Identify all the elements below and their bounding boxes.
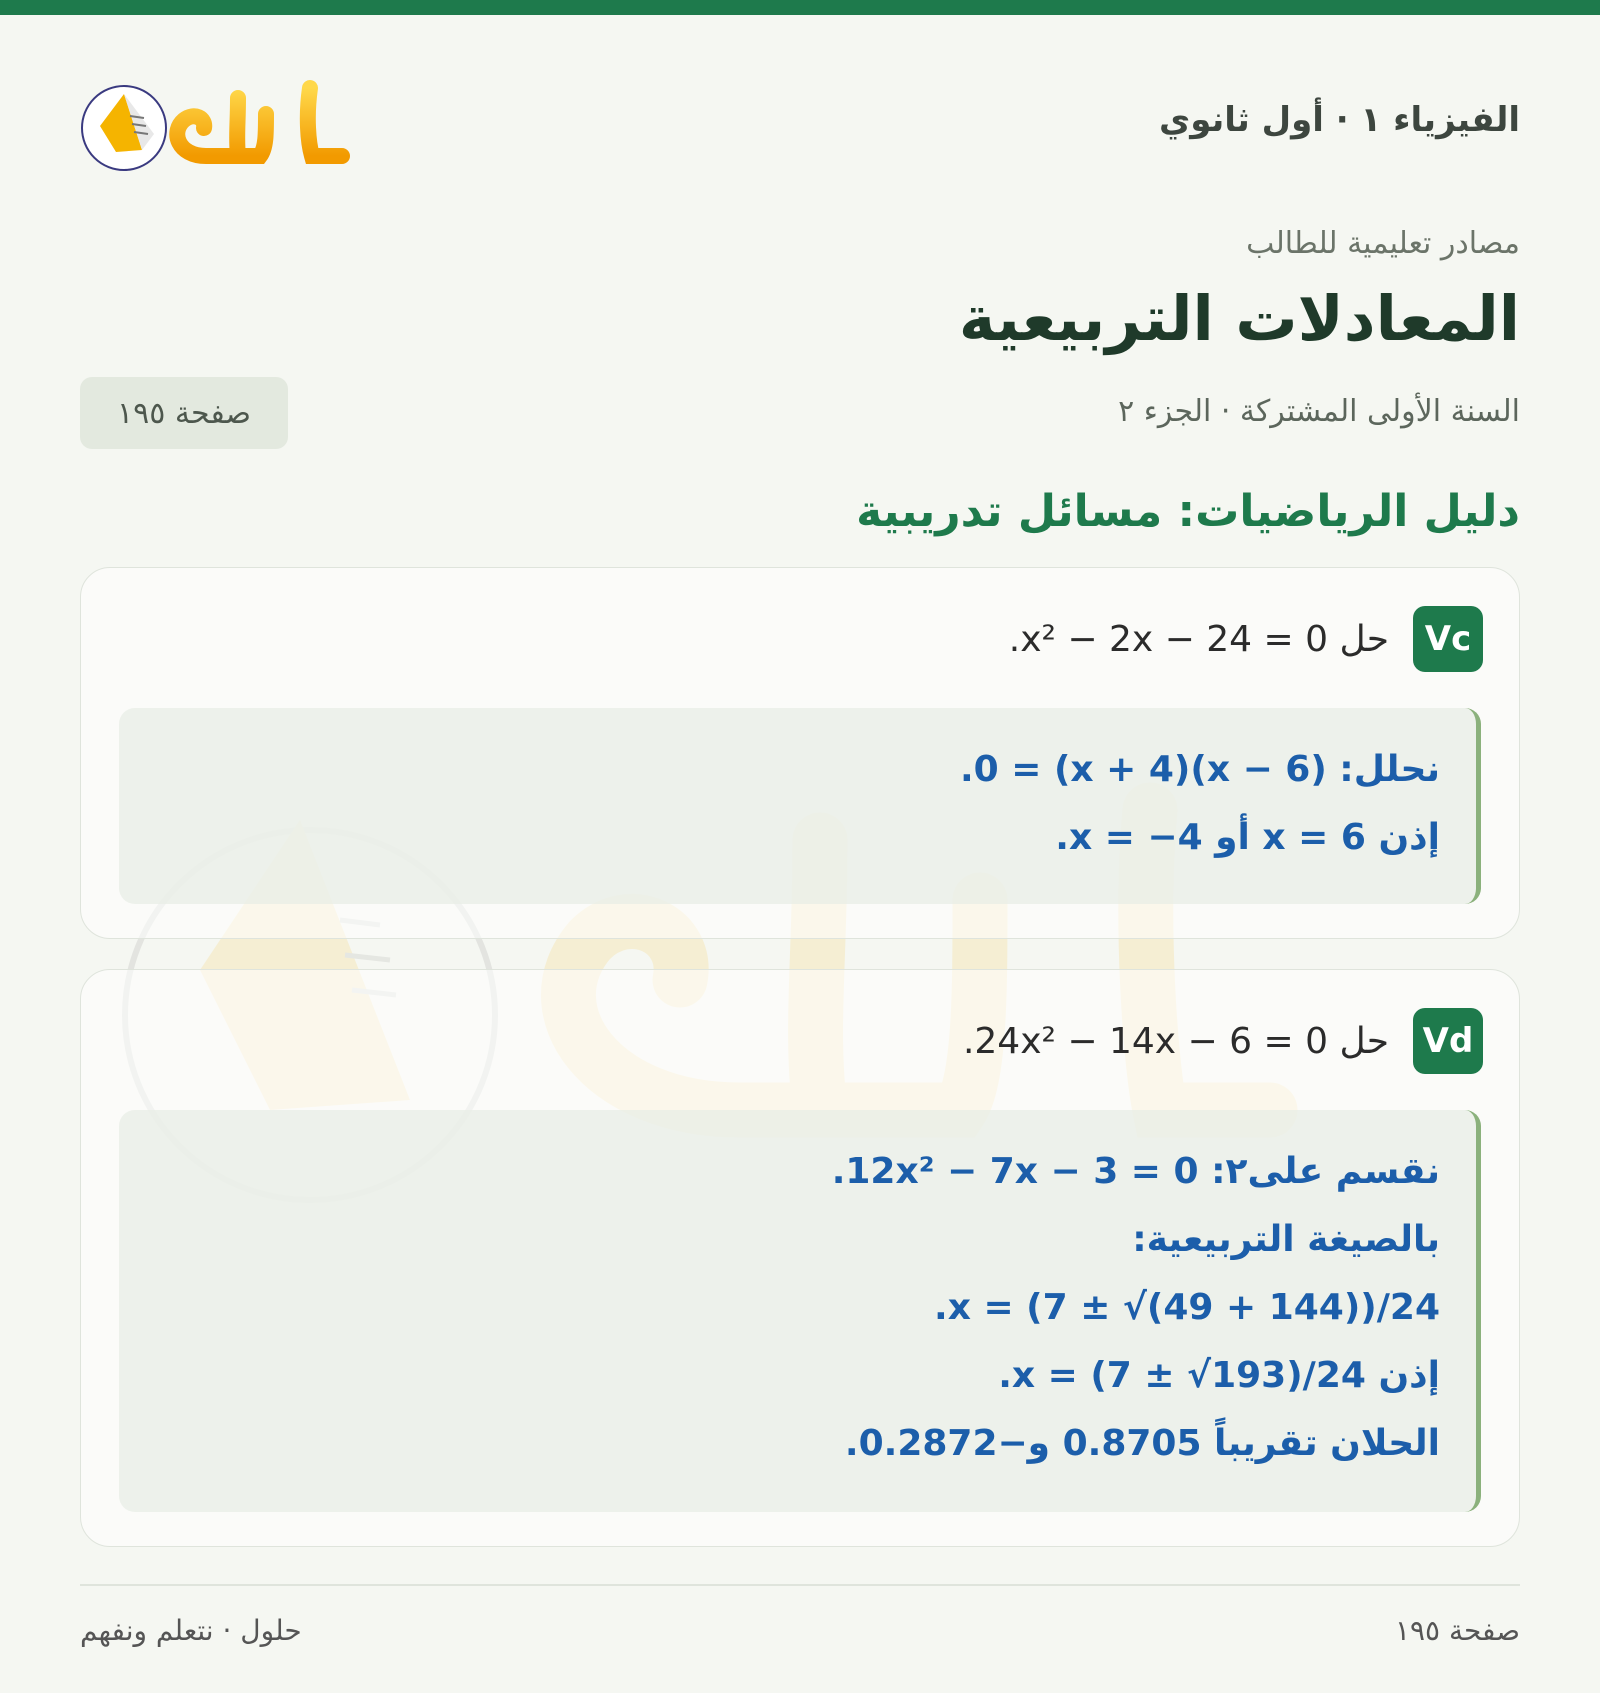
answer-line: إذن x = (7 ± √193)/24. bbox=[998, 1355, 1440, 1396]
book-logo-icon bbox=[80, 68, 380, 178]
footer-brand: حلول · نتعلم ونفهم bbox=[80, 1614, 302, 1647]
page-number-badge: صفحة ١٩٥ bbox=[80, 377, 288, 449]
answer-line: إذن x = 6 أو x = −4. bbox=[1055, 817, 1440, 858]
page-subtitle: السنة الأولى المشتركة · الجزء ٢ bbox=[1118, 394, 1520, 429]
problem-card bbox=[80, 969, 1520, 1547]
footer-page-number: صفحة ١٩٥ bbox=[1394, 1614, 1520, 1647]
answer-line: نقسم على٢: 12x² − 7x − 3 = 0. bbox=[831, 1151, 1440, 1192]
footer-divider bbox=[80, 1584, 1520, 1586]
top-accent-bar bbox=[0, 0, 1600, 15]
answer-box bbox=[119, 1110, 1481, 1512]
question-text: حل 24x² − 14x − 6 = 0. bbox=[962, 1020, 1389, 1062]
course-title: الفيزياء ١ · أول ثانوي bbox=[1159, 100, 1520, 140]
problem-number-badge: Vd bbox=[1413, 1008, 1483, 1074]
brand-logo[interactable] bbox=[80, 68, 380, 178]
page-title: المعادلات التربيعية bbox=[958, 282, 1520, 355]
page-header bbox=[80, 60, 1520, 190]
section-title: دليل الرياضيات: مسائل تدريبية bbox=[856, 486, 1520, 537]
answer-line: الحلان تقريباً 0.8705 و−0.2872. bbox=[844, 1423, 1440, 1464]
question-row bbox=[1009, 606, 1483, 672]
answer-line: نحلل: (x − 6)(x + 4) = 0. bbox=[959, 749, 1440, 790]
question-text: حل x² − 2x − 24 = 0. bbox=[1008, 618, 1389, 660]
answer-line: x = (7 ± √(49 + 144))/24. bbox=[934, 1287, 1440, 1328]
problem-card bbox=[80, 567, 1520, 939]
question-row bbox=[963, 1008, 1483, 1074]
problem-number-badge: Vc bbox=[1413, 606, 1483, 672]
answer-line: بالصيغة التربيعية: bbox=[1132, 1219, 1440, 1260]
answer-box bbox=[119, 708, 1481, 904]
eyebrow-text: مصادر تعليمية للطالب bbox=[1246, 226, 1520, 261]
